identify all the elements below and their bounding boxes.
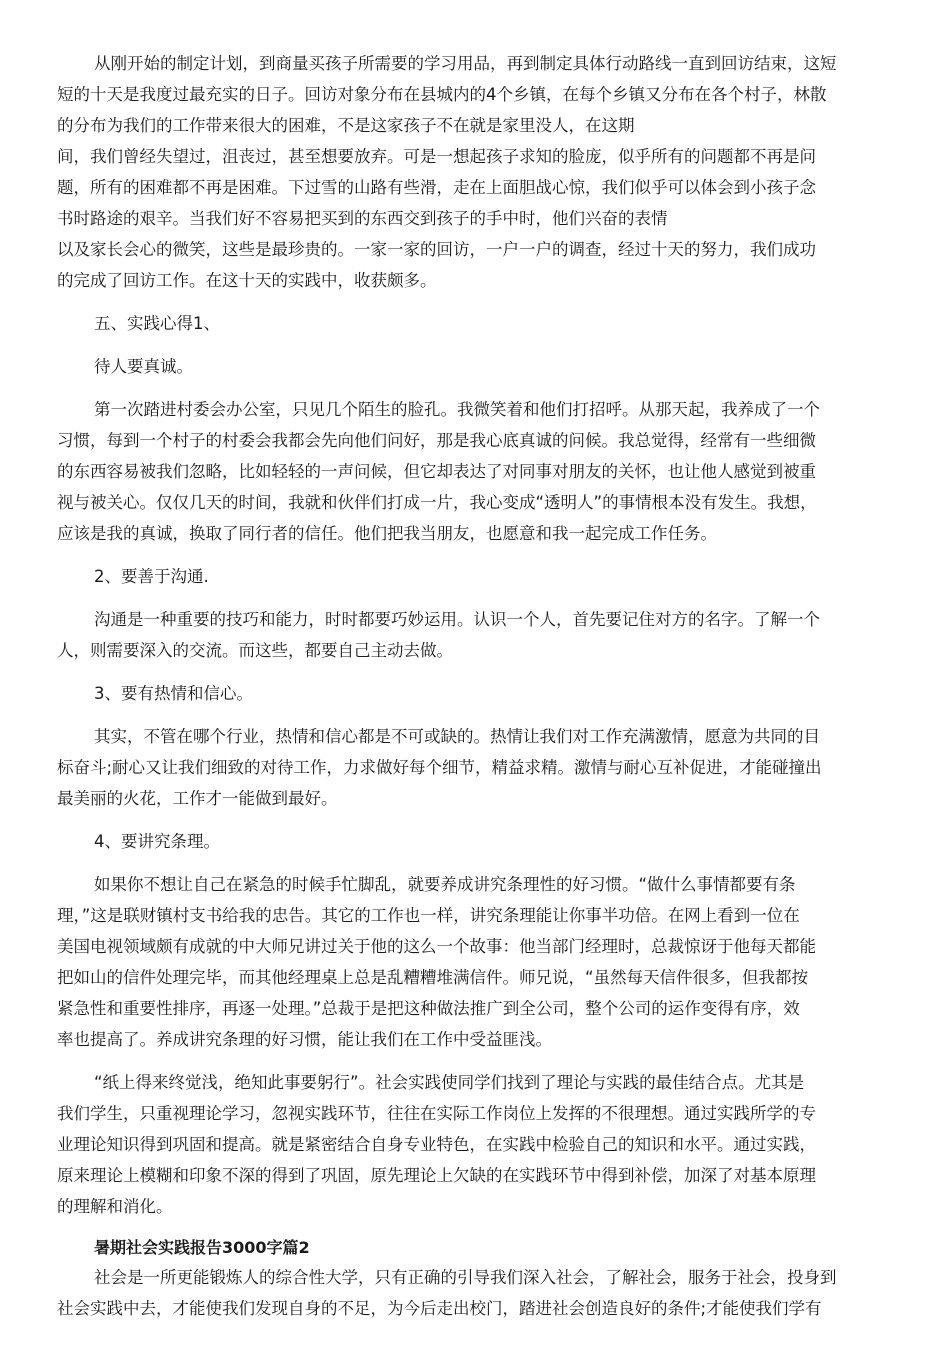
text-line: 视与被关心。仅仅几天的时间，我就和伙伴们打成一片，我心变成“透明人”的事情根本没有发生。我想， [57, 493, 817, 512]
text-line: 3、要有热情和信心。 [94, 684, 253, 703]
paragraph-passion-title [57, 678, 893, 709]
text-line: 2、要善于沟通. [94, 567, 209, 586]
text-line: 应该是我的真诚，换取了同行者的信任。他们把我当朋友，也愿意和我一起完成工作任务。 [57, 524, 717, 543]
text-line: 短的十天是我度过最充实的日子。回访对象分布在县城内的4个乡镇，在每个乡镇又分布在各个村子，林散 [57, 85, 827, 104]
text-line: 率也提高了。养成讲究条理的好习惯，能让我们在工作中受益匪浅。 [57, 1030, 552, 1049]
text-line: 间，我们曾经失望过，沮丧过，甚至想要放弃。可是一想起孩子求知的脸庞，似乎所有的问题都不再是问 [57, 147, 816, 166]
text-line: 的东西容易被我们忽略，比如轻轻的一声问候，但它却表达了对同事对朋友的关怀，也让他人感觉到被重 [57, 462, 816, 481]
paragraph-revisit-summary [57, 48, 893, 296]
text-line: 原来理论上模糊和印象不深的得到了巩固，原先理论上欠缺的在实践环节中得到补偿，加深了对基本原理 [57, 1166, 816, 1185]
text-line: 待人要真诚。 [94, 357, 193, 376]
text-line: 如果你不想让自己在紧急的时候手忙脚乱，就要养成讲究条理性的好习惯。“做什么事情都要有条 [94, 875, 796, 894]
text-line: 习惯，每到一个村子的村委会我都会先向他们问好，那是我心底真诚的问候。我总觉得，经常有一些细微 [57, 431, 816, 450]
text-line: 理，”这是联财镇村支书给我的忠告。其它的工作也一样，讲究条理能让你事半功倍。在网上看到一位在 [57, 906, 800, 925]
text-line: 的理解和消化。 [57, 1197, 173, 1216]
paragraph-communication-body [57, 604, 893, 666]
text-line: 美国电视领域颇有成就的中大师兄讲过关于他的这么一个故事：他当部门经理时，总裁惊讶于他每天都能 [57, 937, 816, 956]
text-line: 人，则需要深入的交流。而这些，都要自己主动去做。 [57, 641, 453, 660]
paragraph-section-five-title [57, 308, 893, 339]
text-line: 紧急性和重要性排序，再逐一处理。”总裁于是把这种做法推广到全公司，整个公司的运作变得有序，效 [57, 999, 800, 1018]
text-line: 社会实践中去，才能使我们发现自身的不足，为今后走出校门，踏进社会创造良好的条件;才能使我们学有 [57, 1299, 822, 1318]
text-line: 的分布为我们的工作带来很大的困难，不是这家孩子不在就是家里没人，在这期 [57, 116, 635, 135]
section-heading: 暑期社会实践报告3000字篇2 [94, 1238, 310, 1257]
text-line: 把如山的信件处理完毕，而其他经理桌上总是乱糟糟堆满信件。师兄说，“虽然每天信件很多，但我都按 [57, 968, 809, 987]
text-line: 的完成了回访工作。在这十天的实践中，收获颇多。 [57, 271, 437, 290]
paragraph-communication-title [57, 561, 893, 592]
text-line: 沟通是一种重要的技巧和能力，时时都要巧妙运用。认识一个人，首先要记住对方的名字。了解一个 [94, 610, 820, 629]
paragraph-passion-body [57, 721, 893, 814]
text-line: 五、实践心得1、 [94, 314, 220, 333]
text-line: “纸上得来终觉浅，绝知此事要躬行”。社会实践使同学们找到了理论与实践的最佳结合点。尤其是 [94, 1073, 805, 1092]
paragraph-organization-title [57, 826, 893, 857]
text-line: 社会是一所更能锻炼人的综合性大学，只有正确的引导我们深入社会，了解社会，服务于社会，投身到 [94, 1268, 837, 1287]
text-line: 书时路途的艰辛。当我们好不容易把买到的东西交到孩子的手中时，他们兴奋的表情 [57, 209, 668, 228]
text-line: 业理论知识得到巩固和提高。就是紧密结合自身专业特色，在实践中检验自己的知识和水平。通过实践， [57, 1135, 816, 1154]
text-line: 我们学生，只重视理论学习，忽视实践环节，往往在实际工作岗位上发挥的不很理想。通过实践所学的专 [57, 1104, 816, 1123]
paragraph-organization-body [57, 869, 893, 1055]
text-line: 其实，不管在哪个行业，热情和信心都是不可或缺的。热情让我们对工作充满激情，愿意为共同的目 [94, 727, 820, 746]
paragraph-society-intro [57, 1262, 893, 1324]
paragraph-practice-conclusion [57, 1067, 893, 1222]
text-line: 第一次踏进村委会办公室，只见几个陌生的脸孔。我微笑着和他们打招呼。从那天起，我养成了一个 [94, 400, 820, 419]
text-line: 题，所有的困难都不再是困难。下过雪的山路有些滑，走在上面胆战心惊，我们似乎可以体会到小孩子念 [57, 178, 816, 197]
text-line: 4、要讲究条理。 [94, 832, 220, 851]
document-page [57, 48, 893, 1324]
paragraph-sincerity-body [57, 394, 893, 549]
paragraph-sincerity-title [57, 351, 893, 382]
text-line: 以及家长会心的微笑，这些是最珍贵的。一家一家的回访，一户一户的调查，经过十天的努力，我们成功 [57, 240, 816, 259]
text-line: 最美丽的火花，工作才一能做到最好。 [57, 789, 338, 808]
text-line: 从刚开始的制定计划，到商量买孩子所需要的学习用品，再到制定具体行动路线一直到回访结束，这短 [94, 54, 837, 73]
text-line: 标奋斗;耐心又让我们细致的对待工作，力求做好每个细节，精益求精。激情与耐心互补促进，才能碰撞出 [57, 758, 822, 777]
